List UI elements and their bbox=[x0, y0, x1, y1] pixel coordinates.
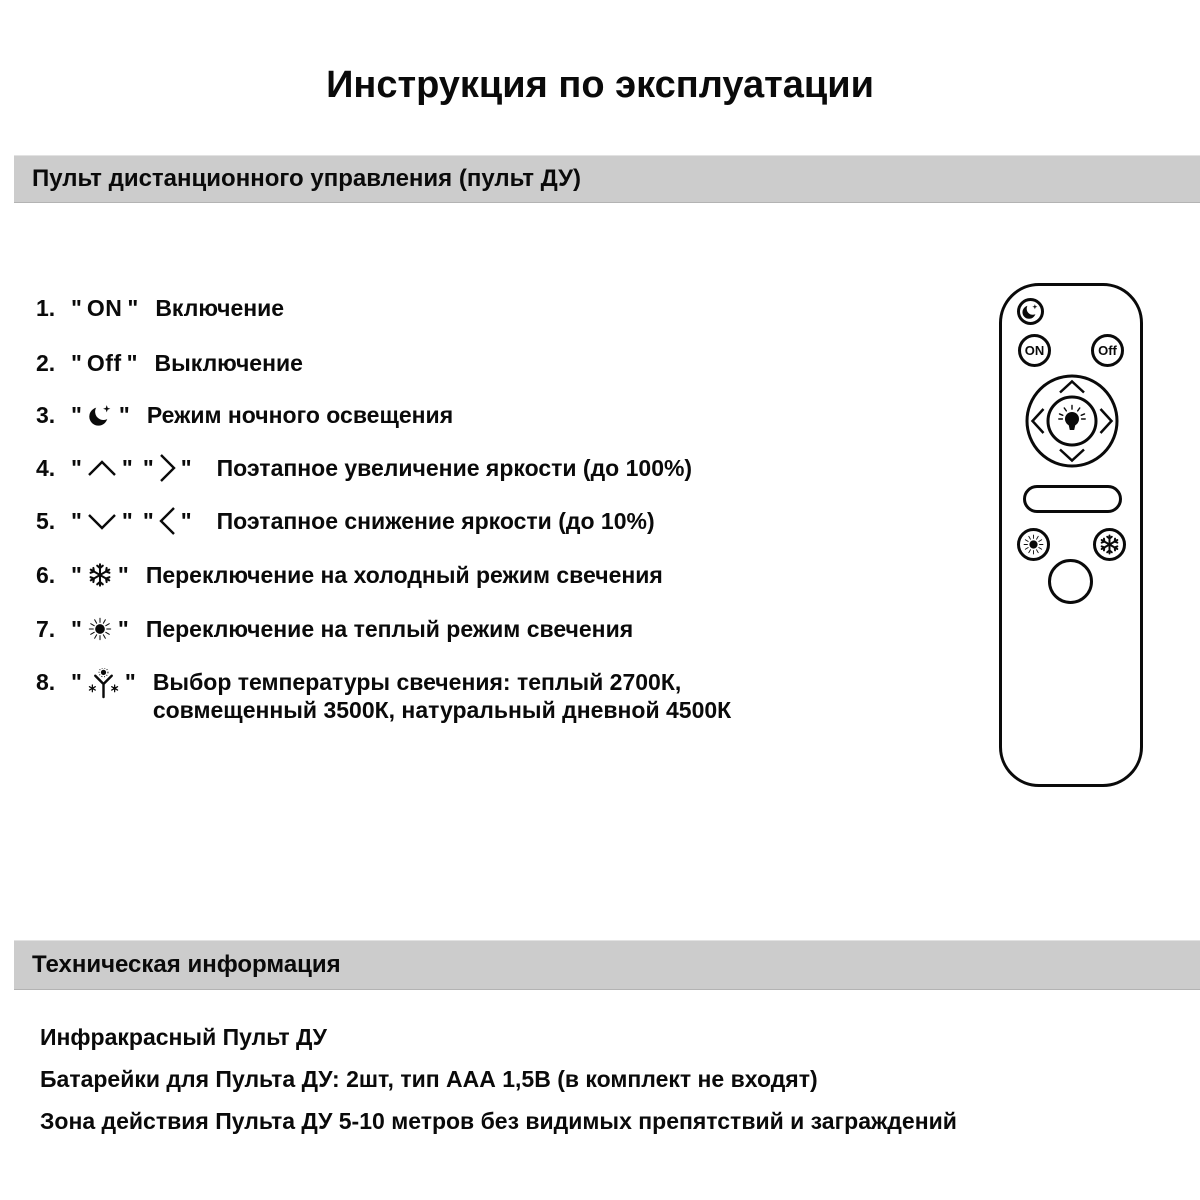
section-bar-remote bbox=[14, 155, 1200, 203]
instruction-item-5 bbox=[36, 505, 655, 537]
quote-mark: " bbox=[71, 401, 82, 428]
section-heading-remote: Пульт дистанционного управления (пульт ДУ) bbox=[32, 165, 581, 192]
quote-mark: " bbox=[117, 561, 129, 588]
quote-mark: " bbox=[117, 615, 129, 642]
instruction-item-1 bbox=[36, 292, 284, 324]
bulb-icon bbox=[1059, 406, 1085, 431]
item-label: Переключение на теплый режим свечения bbox=[145, 615, 634, 642]
quote-mark: " bbox=[71, 349, 82, 376]
quote-mark: " bbox=[180, 507, 192, 534]
moon-icon bbox=[1021, 302, 1040, 321]
item-label: Переключение на холодный режим свечения bbox=[145, 561, 663, 588]
item-number: 3. bbox=[36, 401, 56, 428]
instruction-item-2 bbox=[36, 347, 303, 379]
instruction-item-4 bbox=[36, 452, 692, 484]
item-label-line2: совмещенный 3500К, натуральный дневной 4500К bbox=[152, 697, 732, 723]
chevron-right-icon bbox=[159, 453, 176, 483]
round-button bbox=[1048, 559, 1093, 604]
quote-mark: " bbox=[124, 669, 136, 695]
item-label: Режим ночного освещения bbox=[146, 401, 454, 428]
quote-mark: " bbox=[71, 561, 82, 588]
moon-icon bbox=[87, 402, 114, 429]
sun-icon bbox=[1022, 533, 1045, 556]
instruction-item-8 bbox=[36, 668, 731, 724]
item-label-block bbox=[153, 668, 731, 724]
dpad-control bbox=[1025, 374, 1119, 468]
quote-mark: " bbox=[180, 454, 192, 481]
item-label-line1: Выбор температуры свечения: теплый 2700К, bbox=[152, 669, 682, 695]
quote-mark: " bbox=[126, 349, 138, 376]
night-mode-button bbox=[1017, 298, 1044, 325]
chevron-left-icon bbox=[159, 506, 176, 536]
quote-mark: " bbox=[71, 669, 82, 695]
item-label: Включение bbox=[155, 294, 285, 321]
on-button-label: ON bbox=[86, 294, 123, 321]
section-heading-tech: Техническая информация bbox=[32, 951, 341, 978]
chevron-up-icon bbox=[1060, 382, 1084, 393]
quote-mark: " bbox=[71, 454, 82, 481]
sun-icon bbox=[87, 616, 113, 642]
color-temperature-select-icon bbox=[87, 668, 120, 699]
chevron-up-icon bbox=[87, 460, 117, 477]
chevron-right-icon bbox=[1101, 409, 1112, 433]
quote-mark: " bbox=[121, 454, 133, 481]
chevron-down-icon bbox=[87, 513, 117, 530]
off-button-label: Off bbox=[1098, 343, 1117, 358]
quote-mark: " bbox=[71, 294, 82, 321]
item-number: 8. bbox=[36, 669, 56, 695]
item-number: 5. bbox=[36, 507, 56, 534]
on-button-label: ON bbox=[1024, 343, 1045, 358]
on-button bbox=[1018, 334, 1051, 367]
off-button bbox=[1091, 334, 1124, 367]
quote-mark: " bbox=[118, 401, 130, 428]
tech-info-line-2: Батарейки для Пульта ДУ: 2шт, тип ААА 1,5В (в комплект не входят) bbox=[40, 1066, 818, 1092]
cold-mode-button bbox=[1093, 528, 1126, 561]
item-label: Поэтапное увеличение яркости (до 100%) bbox=[216, 454, 693, 481]
instruction-item-6 bbox=[36, 559, 663, 591]
item-number: 6. bbox=[36, 561, 56, 588]
quote-mark: " bbox=[127, 294, 139, 321]
quote-mark: " bbox=[121, 507, 133, 534]
snowflake-icon bbox=[1098, 533, 1121, 556]
item-label: Выключение bbox=[154, 349, 303, 376]
tech-info-line-3: Зона действия Пульта ДУ 5-10 метров без видимых препятствий и заграждений bbox=[40, 1108, 957, 1134]
item-number: 1. bbox=[36, 294, 56, 321]
instruction-item-3 bbox=[36, 399, 453, 431]
chevron-down-icon bbox=[1060, 450, 1084, 461]
quote-mark: " bbox=[142, 454, 154, 481]
tech-info-line-1: Инфракрасный Пульт ДУ bbox=[40, 1024, 327, 1050]
page-title: Инструкция по эксплуатации bbox=[326, 64, 874, 106]
warm-mode-button bbox=[1017, 528, 1050, 561]
instruction-item-7 bbox=[36, 613, 633, 645]
snowflake-icon bbox=[87, 562, 113, 588]
section-bar-tech bbox=[14, 940, 1200, 990]
quote-mark: " bbox=[71, 507, 82, 534]
item-number: 4. bbox=[36, 454, 56, 481]
pill-button bbox=[1023, 485, 1122, 513]
off-button-label: Off bbox=[86, 349, 122, 376]
item-number: 2. bbox=[36, 349, 56, 376]
item-label: Поэтапное снижение яркости (до 10%) bbox=[216, 507, 655, 534]
remote-control-diagram bbox=[999, 283, 1143, 787]
quote-mark: " bbox=[71, 615, 82, 642]
quote-mark: " bbox=[142, 507, 154, 534]
item-number: 7. bbox=[36, 615, 56, 642]
chevron-left-icon bbox=[1033, 409, 1044, 433]
